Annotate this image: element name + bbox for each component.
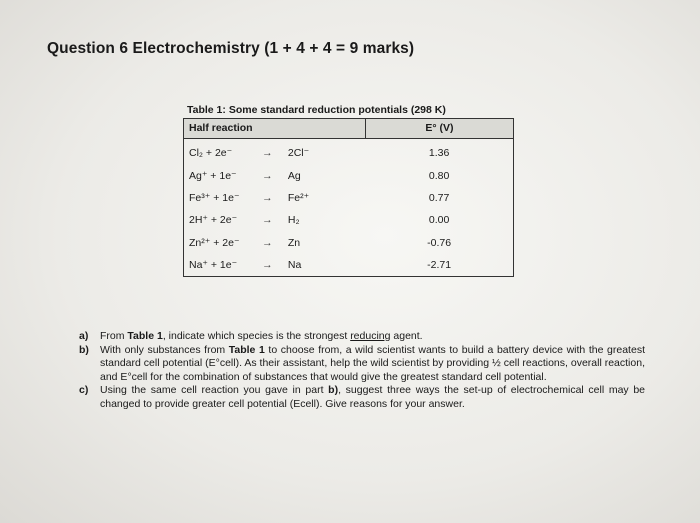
arrow-icon: → <box>262 147 273 160</box>
product-cell: Zn <box>287 236 301 249</box>
question-text-part: , suggest three ways the set-up of electrochemical cell may be changed to provide greater cell potential (Ecell). Give reasons for your answer. <box>100 384 645 410</box>
question-c <box>79 384 645 411</box>
question-label: b) <box>79 343 89 356</box>
question-a <box>79 330 645 344</box>
question-text-part: From <box>100 330 128 342</box>
question-label: c) <box>79 384 89 397</box>
question-bold-ref: b) <box>328 384 339 397</box>
question-text-part: With only substances from <box>100 343 229 356</box>
question-label: a) <box>79 330 89 342</box>
reactant-cell: Ag⁺ + 1e⁻ <box>189 169 237 182</box>
potential-cell: 0.77 <box>428 191 450 204</box>
question-list <box>79 330 645 412</box>
question-text <box>100 344 645 385</box>
table-row <box>184 187 514 209</box>
arrow-icon: → <box>262 169 273 182</box>
question-text <box>100 330 645 344</box>
product-cell: Ag <box>287 169 301 182</box>
table-caption: Table 1: Some standard reduction potentials (298 K) <box>187 104 446 116</box>
question-text-part: to choose from, a wild scientist wants to build a battery device with the greatest standard cell potential (E°cell). As their assistant, help the wild scientist by providing ½ cell reactions, overall reaction, and E°cell for the combination of substances that would give the greatest standard cell potential. <box>100 343 645 383</box>
product-cell: Na <box>287 259 302 272</box>
potential-cell: -2.71 <box>427 259 452 272</box>
question-text-part: Using the same cell reaction you gave in part <box>100 384 329 397</box>
reactant-cell: Cl₂ + 2e⁻ <box>189 147 233 160</box>
potential-cell: 0.00 <box>428 214 450 227</box>
table-row <box>184 209 514 231</box>
question-text-part: agent. <box>390 330 423 342</box>
arrow-icon: → <box>262 191 273 204</box>
question-underlined-word: reducing <box>350 330 391 342</box>
arrow-icon: → <box>262 236 273 249</box>
potential-cell: -0.76 <box>427 236 452 249</box>
potential-cell: 0.80 <box>428 169 450 182</box>
product-cell: 2Cl⁻ <box>287 147 310 160</box>
potential-cell: 1.36 <box>428 147 450 160</box>
question-text <box>100 384 645 411</box>
question-b <box>79 344 645 385</box>
question-title: Question 6 Electrochemistry (1 + 4 + 4 = 9 marks) <box>47 40 415 57</box>
reactant-cell: Na⁺ + 1e⁻ <box>189 259 238 272</box>
reactant-cell: 2H⁺ + 2e⁻ <box>189 214 238 227</box>
potential-header: E° (V) <box>365 119 513 139</box>
arrow-icon: → <box>262 214 273 227</box>
reactant-cell: Zn²⁺ + 2e⁻ <box>189 236 240 249</box>
question-text-part: , indicate which species is the strongest <box>162 330 351 342</box>
table-header-row <box>184 119 514 139</box>
table-row <box>184 164 514 186</box>
product-cell: H₂ <box>287 214 300 227</box>
table-row <box>184 232 514 254</box>
question-bold-ref: Table 1 <box>127 330 163 342</box>
reactant-cell: Fe³⁺ + 1e⁻ <box>189 191 240 204</box>
reduction-potentials-table <box>183 118 514 277</box>
half-reaction-header: Half reaction <box>184 119 366 139</box>
arrow-icon: → <box>262 259 273 272</box>
table-row <box>184 254 514 277</box>
product-cell: Fe²⁺ <box>287 191 310 204</box>
table-row <box>184 139 514 165</box>
question-bold-ref: Table 1 <box>228 343 265 356</box>
